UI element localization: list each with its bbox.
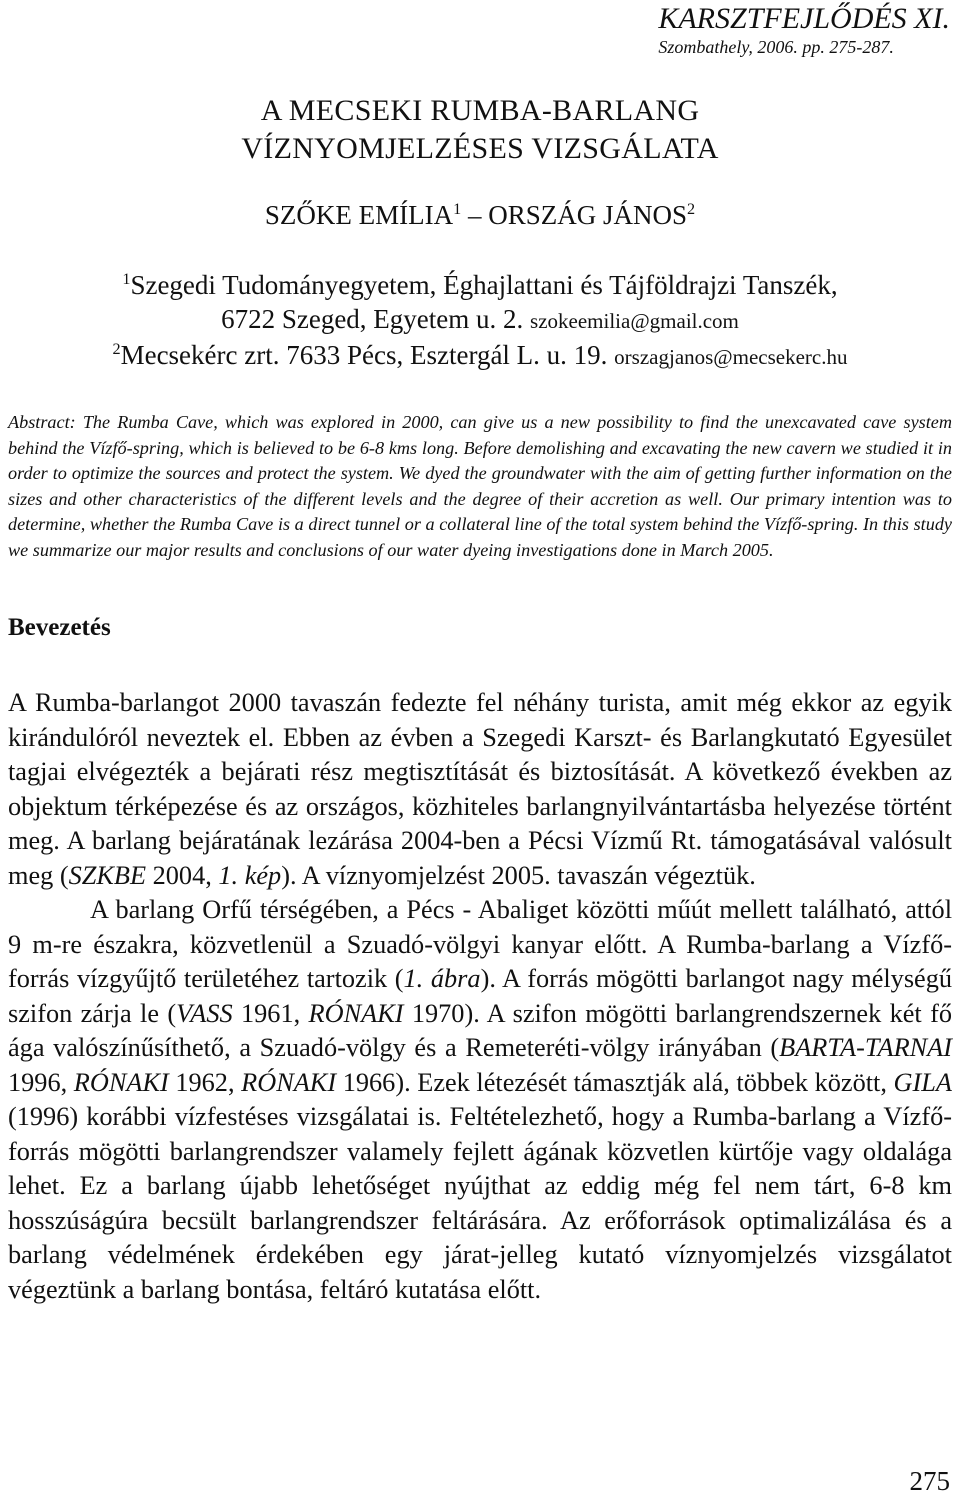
journal-header [658,2,950,58]
figure-ref: 1. ábra [403,964,481,993]
text-run: 2004, [146,860,219,890]
author-1: SZŐKE EMÍLIA [264,200,454,230]
text-run: (1996) korábbi vízfestéses vizsgálatai is. Feltételezhető, hogy a Rumba-barlang a Vízfő-forrás mögötti barlangrendszer valamely fejlett ágának közvetlen kürtője vagy oldalága lehet. Ez a barlang újabb lehetőséget nyújthat az eddig még fel nem tárt, 6-8 km hosszúságúra becsült barlangrendszer feltárására. Az erőforrások optimalizálása és a barlang védelmének érdekében egy járat-jelleg kutató víznyomjelzés vizsgálatot végeztünk a barlang bontása, feltáró kutatása előtt. [8,1102,952,1304]
journal-citation: Szombathely, 2006. pp. 275-287. [658,37,894,57]
affiliation-1-line-1 [0,268,960,302]
author-separator: – [461,200,489,230]
citation-author: GILA [893,1067,952,1097]
affiliation-1-address: 6722 Szeged, Egyetem u. 2. [221,304,531,334]
citation-author: RÓNAKI [73,1067,169,1097]
paragraph-2 [8,893,952,1307]
author-list [0,199,960,231]
affiliation-2-mark: 2 [112,340,121,358]
text-run: A barlang Orfű térségében, a Pécs - Abaliget közötti műút mellett található, attól 9 m-re északra, közvetlenül a Szuadó-völgyi kanyar előtt. A Rumba-barlang a Vízfő-forrás vízgyűjtő területéhez tartozik ( [8,895,952,993]
text-run: A Rumba-barlangot 2000 tavaszán fedezte fel néhány turista, amit még ekkor az egyik kirándulóról neveztek el. Ebben az évben a Szegedi Karszt- és Barlangkutató Egyesület tagjai elvégezték a bejárati rész megtisztítását és biztosítását. A következő években az objektum térképezése és az országos, közhiteles barlangnyilvántartásba helyezése történt meg. A barlang bejáratának lezárása 2004-ben a Pécsi Vízmű Rt. támogatásával valósult meg ( [8,688,952,890]
figure-ref: 1. kép [218,860,282,890]
citation-author: SZKBE [68,860,147,890]
text-run: 1996, [8,1067,74,1097]
affiliation-2-line [0,338,960,374]
journal-name: KARSZTFEJLŐDÉS XI. [658,2,950,35]
affiliation-1-text: Szegedi Tudományegyetem, Éghajlattani és Tájföldrajzi Tanszék, [130,270,838,300]
text-run: 1962, [168,1067,242,1097]
citation-author: BARTA-TARNAI [779,1033,952,1062]
text-run: ). A víznyomjelzést 2005. tavaszán végeztük. [281,860,756,890]
section-heading: Bevezetés [8,614,111,641]
affiliation-1-mark: 1 [122,270,131,288]
page-number: 275 [909,1466,950,1496]
abstract: Abstract: The Rumba Cave, which was explored in 2000, can give us a new possibility to find the unexcavated cave system behind the Vízfő-spring, which is believed to be 6-8 kms long. Before demolishing and excavating the new cavern we studied it in order to optimize the sources and protect the system. We dyed the groundwater with the aim of getting further information on the sizes and other characteristics of the different levels and the degree of their accretion as well. Our primary intention was to determine, whether the Rumba Cave is a direct tunnel or a collateral line of the total system behind the Vízfő-spring. In this study we summarize our major results and conclusions of our water dyeing investigations done in March 2005. [8,412,952,560]
affiliation-2-text: Mecsekérc zrt. 7633 Pécs, Esztergál L. u. 19. [120,340,615,370]
text-run: 1966). Ezek létezését támasztják alá, többek között, [336,1067,894,1097]
title-line-1: A MECSEKI RUMBA-BARLANG [260,94,700,127]
paper-title [0,92,960,168]
author-1-affil-mark: 1 [453,200,462,218]
paragraph-1 [8,686,952,893]
text-run: 1961, [232,998,309,1028]
citation-author: RÓNAKI [241,1067,337,1097]
email-link-2[interactable]: orszagjanos@mecsekerc.hu [614,345,848,369]
affiliations [0,268,960,374]
title-line-2: VÍZNYOMJELZÉSES VIZSGÁLATA [241,132,719,165]
affiliation-1-line-2 [0,302,960,338]
email-link-1[interactable]: szokeemilia@gmail.com [530,309,739,333]
text-run: 1970). A szifon mögötti barlangrendszernek két fő ága valószínűsíthető, a Szuadó-völgy és a Remeteréti-völgy irányában ( [8,998,952,1062]
body-text [8,686,952,1307]
citation-author: RÓNAKI [308,998,404,1028]
citation-author: VASS [176,998,233,1028]
author-2-affil-mark: 2 [687,200,696,218]
author-2: ORSZÁG JÁNOS [488,200,688,230]
text-run: ). A forrás mögötti barlangot nagy mélységű szifon zárja le ( [8,964,953,1028]
